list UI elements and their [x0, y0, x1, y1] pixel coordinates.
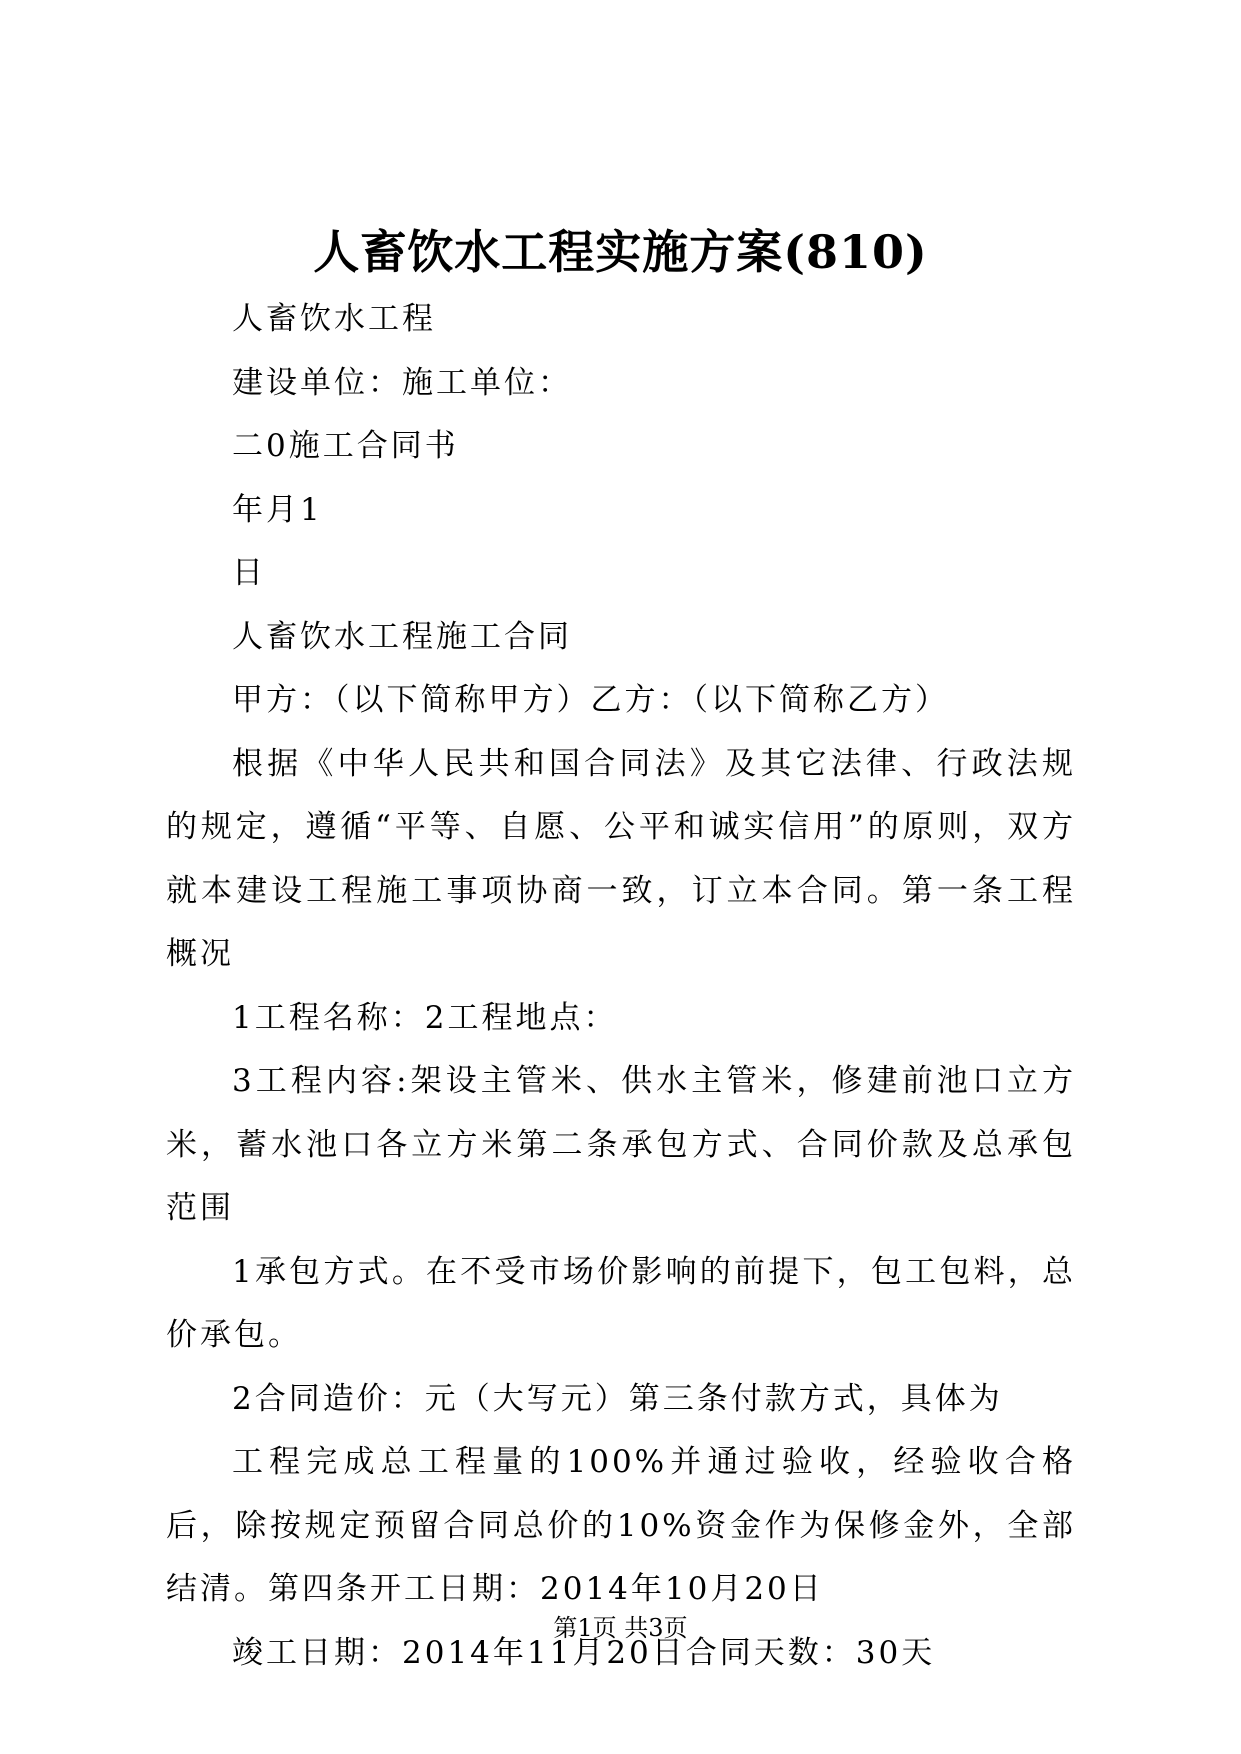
paragraph: 建设单位：施工单位：	[232, 364, 572, 401]
document-title: 人畜饮水工程实施方案(810)	[313, 225, 928, 279]
paragraph: 3工程内容:架设主管米、供水主管米，修建前池口立方米，蓄水池口各立方米第二条承包方式、合同价款及总承包范围	[166, 1063, 1076, 1226]
paragraph: 工程完成总工程量的100%并通过验收，经验收合格后，除按规定预留合同总价的10%资金作为保修金外，全部结清。第四条开工日期：2014年10月20日	[166, 1444, 1076, 1607]
paragraph: 人畜饮水工程	[232, 301, 436, 337]
paragraph: 年月1	[232, 491, 323, 528]
paragraph: 日	[232, 555, 266, 591]
paragraph: 2合同造价：元（大写元）第三条付款方式，具体为	[232, 1380, 1003, 1417]
paragraph: 甲方：（以下简称甲方）乙方：（以下简称乙方）	[232, 682, 949, 718]
paragraph: 1承包方式。在不受市场价影响的前提下，包工包料，总价承包。	[166, 1253, 1076, 1353]
page-footer: 第1页 共3页	[553, 1614, 688, 1642]
document-body	[166, 288, 1076, 1685]
paragraph: 1工程名称：2工程地点：	[232, 999, 618, 1036]
paragraph: 根据《中华人民共和国合同法》及其它法律、行政法规的规定，遵循“平等、自愿、公平和诚实信用”的原则，双方就本建设工程施工事项协商一致，订立本合同。第一条工程概况	[166, 745, 1076, 972]
paragraph: 人畜饮水工程施工合同	[232, 618, 572, 655]
paragraph: 二0施工合同书	[232, 428, 459, 464]
paragraph: 竣工日期：2014年11月20日合同天数：30天	[232, 1634, 936, 1671]
